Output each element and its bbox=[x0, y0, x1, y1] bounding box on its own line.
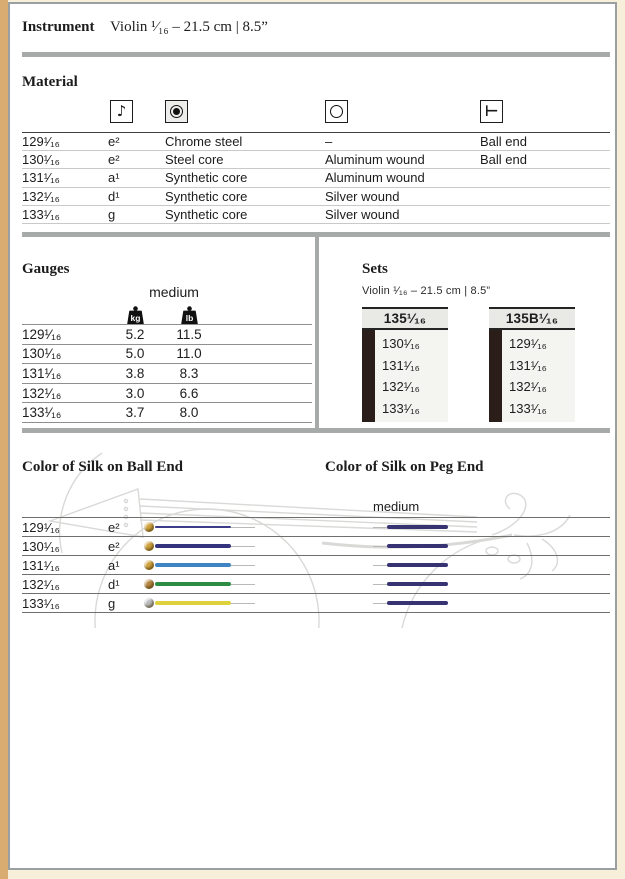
table-row: 132¹⁄₁₆ d¹ bbox=[22, 575, 610, 594]
peg-silk-swatch bbox=[387, 563, 448, 567]
lb-weight-icon bbox=[178, 306, 201, 325]
list-item: 129¹⁄₁₆ bbox=[509, 336, 547, 351]
string-tail bbox=[231, 546, 255, 547]
table-row: 131¹⁄₁₆ a¹ bbox=[22, 556, 610, 575]
string-lead bbox=[373, 584, 387, 585]
instrument-value: Violin ¹⁄₁₆ – 21.5 cm | 8.5” bbox=[110, 19, 268, 35]
table-row: 133¹⁄₁₆ 3.7 8.0 bbox=[22, 403, 312, 423]
silk-color-section bbox=[10, 433, 617, 633]
string-lead bbox=[373, 565, 387, 566]
set-name: 135¹⁄₁₆ bbox=[362, 309, 448, 330]
winding-icon bbox=[325, 100, 348, 123]
string-lead bbox=[373, 603, 387, 604]
peg-silk-swatch bbox=[387, 544, 448, 548]
core-icon bbox=[165, 100, 188, 123]
note-icon: ♪ bbox=[110, 100, 133, 123]
table-row: 129¹⁄₁₆ e² Chrome steel – Ball end bbox=[22, 132, 610, 151]
instrument-label: Instrument bbox=[22, 19, 95, 35]
sets-subtitle: Violin ¹⁄₁₆ – 21.5 cm | 8.5” bbox=[362, 285, 491, 297]
ball-end bbox=[144, 579, 154, 589]
silk-tension-label: medium bbox=[373, 499, 420, 514]
material-column-icons bbox=[22, 100, 610, 128]
table-row: 132¹⁄₁₆ d¹ Synthetic core Silver wound bbox=[22, 188, 610, 206]
gauges-title: Gauges bbox=[22, 261, 70, 277]
table-row: 129¹⁄₁₆ 5.2 11.5 bbox=[22, 324, 312, 345]
sets-boxes bbox=[362, 307, 575, 422]
vertical-divider bbox=[315, 237, 319, 428]
svg-text:lb: lb bbox=[185, 313, 193, 323]
ball-end bbox=[144, 598, 154, 608]
table-row: 133¹⁄₁₆ g bbox=[22, 594, 610, 613]
set-box bbox=[489, 307, 575, 422]
gauges-table bbox=[22, 324, 312, 423]
table-row: 131¹⁄₁₆ a¹ Synthetic core Aluminum wound bbox=[22, 169, 610, 187]
string-tail bbox=[231, 584, 255, 585]
set-items bbox=[375, 330, 448, 422]
list-item: 133¹⁄₁₆ bbox=[382, 400, 420, 416]
string-tail bbox=[231, 565, 255, 566]
peg-silk-swatch bbox=[387, 601, 448, 605]
sets-title: Sets bbox=[362, 261, 388, 277]
divider-rule bbox=[22, 52, 610, 57]
spec-sheet-page bbox=[8, 2, 617, 870]
peg-silk-swatch bbox=[387, 582, 448, 586]
set-box bbox=[362, 307, 448, 422]
ball-end bbox=[144, 560, 154, 570]
ball-silk-swatch bbox=[155, 563, 231, 567]
material-table bbox=[22, 132, 610, 224]
set-spine bbox=[489, 330, 502, 422]
table-row: 133¹⁄₁₆ g Synthetic core Silver wound bbox=[22, 206, 610, 224]
list-item: 133¹⁄₁₆ bbox=[509, 400, 547, 416]
string-tail bbox=[231, 603, 255, 604]
svg-text:kg: kg bbox=[130, 313, 140, 323]
string-lead bbox=[373, 527, 387, 528]
peg-silk-swatch bbox=[387, 525, 448, 529]
string-lead bbox=[373, 546, 387, 547]
string-tail bbox=[231, 527, 255, 528]
gauges-unit-icons bbox=[22, 306, 312, 325]
table-row: 131¹⁄₁₆ 3.8 8.3 bbox=[22, 364, 312, 384]
table-row: 130¹⁄₁₆ e² Steel core Aluminum wound Ball end bbox=[22, 151, 610, 169]
kg-weight-icon bbox=[124, 306, 147, 325]
ball-silk-swatch bbox=[155, 582, 231, 586]
table-row: 130¹⁄₁₆ e² bbox=[22, 537, 610, 556]
ball-silk-swatch bbox=[155, 526, 231, 528]
table-row: 132¹⁄₁₆ 3.0 6.6 bbox=[22, 384, 312, 404]
set-items bbox=[502, 330, 575, 422]
silk-ball-end-title: Color of Silk on Ball End bbox=[22, 459, 184, 475]
list-item: 131¹⁄₁₆ bbox=[382, 357, 420, 373]
page-edge-strip bbox=[0, 0, 8, 879]
list-item: 130¹⁄₁₆ bbox=[382, 336, 420, 351]
set-name: 135B¹⁄₁₆ bbox=[489, 309, 575, 330]
list-item: 132¹⁄₁₆ bbox=[382, 379, 420, 394]
silk-peg-end-title: Color of Silk on Peg End bbox=[325, 459, 484, 475]
material-title: Material bbox=[22, 74, 78, 90]
list-item: 131¹⁄₁₆ bbox=[509, 357, 547, 373]
gauges-tension-label: medium bbox=[149, 284, 199, 300]
ball-silk-swatch bbox=[155, 601, 231, 605]
table-row: 130¹⁄₁₆ 5.0 11.0 bbox=[22, 345, 312, 365]
ball-end bbox=[144, 522, 154, 532]
ball-end bbox=[144, 541, 154, 551]
silk-color-table bbox=[22, 517, 610, 613]
list-item: 132¹⁄₁₆ bbox=[509, 379, 547, 394]
set-spine bbox=[362, 330, 375, 422]
ball-silk-swatch bbox=[155, 544, 231, 548]
table-row: 129¹⁄₁₆ e² bbox=[22, 517, 610, 537]
ball-end-icon: ⊢ bbox=[480, 100, 503, 123]
instrument-header bbox=[22, 18, 610, 36]
